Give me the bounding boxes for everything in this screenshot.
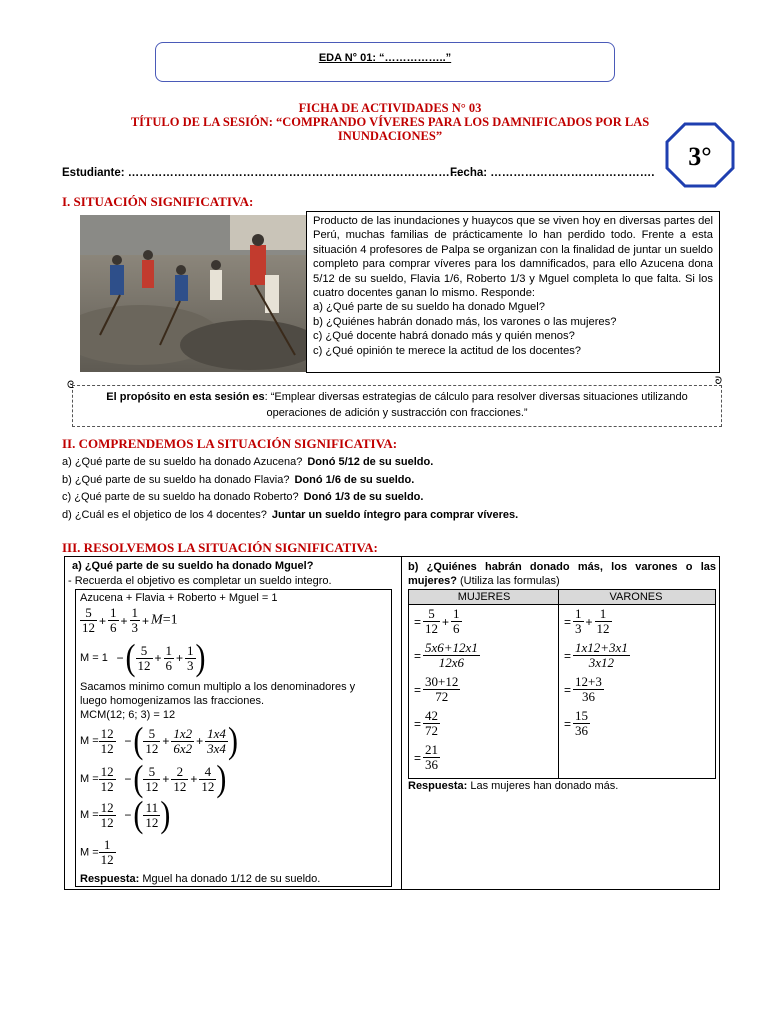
women-step: = $\frac{30+12}{72}$ [414,674,459,704]
women-step: = $\frac{42}{72}$ [414,708,439,738]
part-b-answer: Respuesta: Las mujeres han donado más. [408,780,619,792]
date-field: Fecha: ……………………………………. [450,167,655,179]
equation-row: Azucena + Flavia + Roberto + Mguel = 1 [80,592,278,604]
section3-title: III. RESOLVEMOS LA SITUACIÓN SIGNIFICATIVA: [62,540,378,555]
question-row: b) ¿Qué parte de su sueldo ha donado Flavia? Donó 1/6 de su sueldo. [62,474,415,486]
men-step: = $\frac{1x12+3x1}{3x12}$ [564,640,628,670]
question-row: c) ¿Qué parte de su sueldo ha donado Roberto? Donó 1/3 de su sueldo. [62,491,424,503]
table-column-divider [558,589,559,779]
grade-octagon [665,122,735,188]
men-step: = $\frac{12+3}{36}$ [564,674,602,704]
eda-box [155,42,615,82]
situation-question: c) ¿Qué docente habrá donado más y quién menos? [313,330,575,343]
eda-heading [156,52,614,64]
eda-label: EDA N° 01: [318,52,376,64]
part-a-title: a) ¿Qué parte de su sueldo ha donado Mguel? [72,560,314,572]
situation-paragraph: Producto de las inundaciones y huaycos que se viven hoy en diversas partes del Perú, muchas familias de prácticamente lo han perdido todo. Frente a esta situación 4 profesores de Palpa se organizan con la finalidad de juntar un sueldo completo para comprar víveres para los damnificados, para ello Azucena dona 5/12 de su sueldo, Flavia 1/6, Roberto 1/3 y Mguel completa lo que falta. Si los cuatro docentes ganan lo mismo. Responde: [313,215,713,300]
purpose-box [72,385,722,427]
part-a-note: - Recuerda el objetivo es completar un sueldo integro. [68,575,332,587]
flood-cleanup-photo [80,215,306,372]
mcm-explanation: Sacamos minimo comun multiplo a los denominadores y luego homogenizamos las fracciones. MCM(12; 6; 3) = 12 [80,681,356,721]
session-title-line2: INUNDACIONES” [337,129,443,143]
equation-row: $\frac{5}{12}$ + $\frac{1}{6}$ + $\frac{1}{3}$ + M=1 [82,605,178,635]
ficha-title: FICHA DE ACTIVIDADES N° 03 [298,101,482,115]
scroll-curl-icon: ᘓ [67,380,75,391]
column-header-women: MUJERES [457,591,511,603]
table-header [408,589,716,605]
equation-row: M = $\frac{1}{12}$ [80,837,114,867]
situation-question: a) ¿Qué parte de su sueldo ha donado Mguel? [313,301,545,314]
eda-value: “……………..” [376,52,452,64]
situation-box [306,211,720,373]
purpose-text: operaciones de adición y sustracción con fracciones.” [266,407,528,419]
equation-row: M = $\frac{12}{12}$ −( $\frac{5}{12}$ + $\frac{2}{12}$ + $\frac{4}{12}$ ) [80,757,227,799]
ficha-heading [60,101,720,143]
section2-title: II. COMPRENDEMOS LA SITUACIÓN SIGNIFICATIVA: [62,436,398,451]
question-row: d) ¿Cuál es el objetico de los 4 docentes? Juntar un sueldo íntegro para comprar víveres. [62,509,519,521]
column-divider [401,556,402,890]
situation-question: b) ¿Quiénes habrán donado más, los varones o las mujeres? [313,315,617,328]
women-step: = $\frac{5}{12}$ + $\frac{1}{6}$ [414,606,460,636]
purpose-text: : “Emplear diversas estrategias de cálculo para resolver diversas situaciones utilizando [264,391,688,403]
section1-title: I. SITUACIÓN SIGNIFICATIVA: [62,194,254,209]
grade-label: 3° [688,142,712,171]
equation-row: M = $\frac{12}{12}$ −( $\frac{11}{12}$ ) [80,793,171,835]
column-header-men: VARONES [609,591,663,603]
purpose-label: El propósito en esta sesión es [106,391,265,403]
men-step: = $\frac{1}{3}$ + $\frac{1}{12}$ [564,606,610,636]
question-row: a) ¿Qué parte de su sueldo ha donado Azucena? Donó 5/12 de su sueldo. [62,456,434,468]
part-b-title: b) ¿Quiénes habrán donado más, los varones o las mujeres? (Utiliza las formulas) [408,561,716,587]
situation-question: c) ¿Qué opinión te merece la actitud de los docentes? [313,344,582,357]
part-a-answer: Respuesta: Mguel ha donado 1/12 de su sueldo. [80,873,321,885]
scroll-curl-icon: ᘐ [715,376,723,387]
men-step: = $\frac{15}{36}$ [564,708,589,738]
women-step: = $\frac{21}{36}$ [414,742,439,772]
equation-row: M = $\frac{12}{12}$ −( $\frac{5}{12}$ + $\frac{1x2}{6x2}$ + $\frac{1x4}{3x4}$ ) [80,719,238,761]
equation-row: M = 1 −( $\frac{5}{12}$ + $\frac{1}{6}$ + $\frac{1}{3}$ ) [80,636,206,678]
session-title-line1: TÍTULO DE LA SESIÓN: “COMPRANDO VÍVERES PARA LOS DAMNIFICADOS POR LAS [130,115,650,129]
student-field: Estudiante: …………………………………………………………………………… [62,167,462,179]
women-step: = $\frac{5x6+12x1}{12x6}$ [414,640,478,670]
